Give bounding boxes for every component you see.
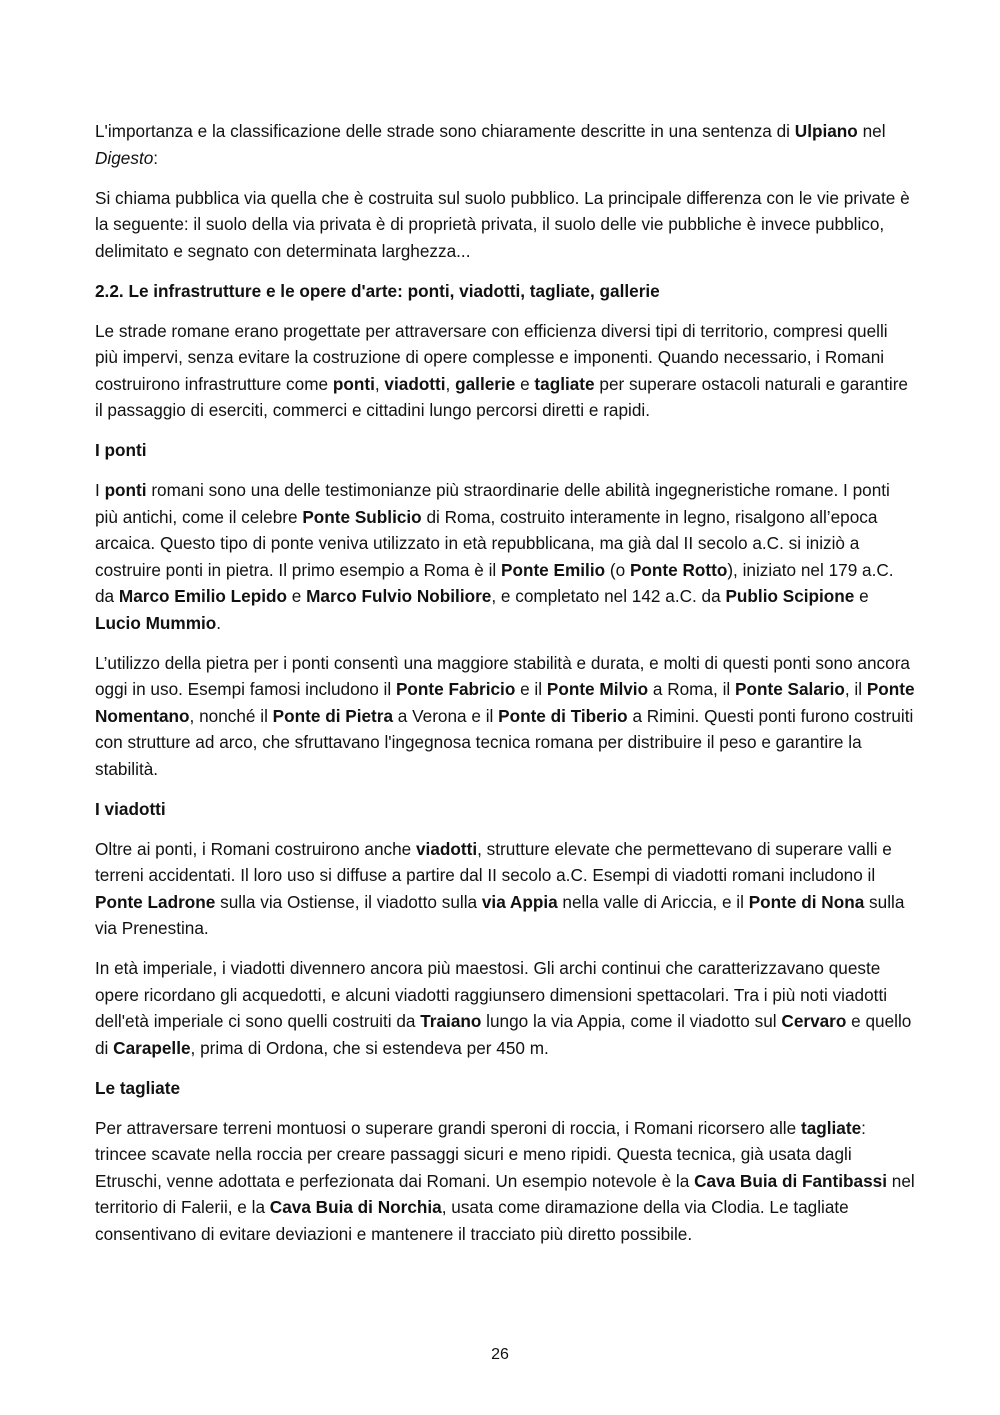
text-run: Oltre ai ponti, i Romani costruirono anche: [95, 838, 416, 859]
text-run: e: [854, 586, 869, 606]
text-run: e: [515, 373, 535, 394]
subheading-ponti: I ponti: [95, 440, 147, 460]
paragraph-viadotti-1: [95, 836, 915, 942]
paragraph-intro-1: [95, 118, 915, 171]
text-run: di Roma, costruito interamente in legno, risalgono all’epoca arcaica. Questo tipo di ponte veniva utilizzato in età repubblicana, ma già dal II secolo a.C. si iniziò a costruire ponti in pietra. Il primo esempio a Roma è il: [95, 506, 878, 580]
text-run: (o: [605, 559, 630, 580]
paragraph-ponti-1: [95, 477, 915, 636]
text-run: , prima di Ordona, che si estendeva per 450 m.: [190, 1037, 549, 1058]
text-run: , il: [844, 679, 867, 699]
bold-term: via Appia: [481, 891, 558, 912]
text-run: Le strade romane erano progettate per attraversare con efficienza diversi tipi di territorio, compresi quelli più impervi, senza evitare la costruzione di opere complesse e imponenti. Quando necessario, i Romani costruirono infrastrutture come: [95, 320, 888, 394]
text-run: romani sono una delle testimonianze più straordinarie delle abilità ingegneristiche romane. I ponti più antichi, come il celebre: [95, 480, 890, 527]
text-run: a Rimini. Questi ponti furono costruiti con strutture ad arco, che sfruttavano l'ingegnosa tecnica romana per distribuire il peso e garantire la stabilità.: [95, 705, 914, 779]
text-run: ,: [374, 373, 385, 394]
bold-term: viadotti: [416, 838, 478, 859]
text-run: L’utilizzo della pietra per i ponti consentì una maggiore stabilità e durata, e molti di questi ponti sono ancora oggi in uso. Esempi famosi includono il: [95, 652, 910, 699]
paragraph-viadotti-2: [95, 955, 915, 1061]
text-run: nel: [857, 121, 886, 141]
paragraph-tagliate-1: [95, 1115, 915, 1248]
page-number: 26: [491, 1346, 509, 1363]
paragraph-section-1: [95, 318, 915, 424]
bold-term: Cava Buia di Norchia: [269, 1197, 442, 1217]
text-run: .: [216, 612, 222, 633]
text-run: sulla via Ostiense, il viadotto sulla: [215, 891, 482, 912]
bold-term: Ponte di Tiberio: [498, 705, 628, 726]
text-run: e il: [515, 679, 547, 699]
text-run: : trincee scavate nella roccia per creare passaggi sicuri e meno ripidi. Questa tecnica, già usata dagli Etruschi, venne adottata e perfezionata dai Romani. Un esempio notevole è la: [95, 1117, 866, 1191]
subheading-viadotti: I viadotti: [95, 798, 166, 819]
bold-term: Marco Emilio Lepido: [118, 586, 287, 606]
text-run: , nonché il: [189, 705, 273, 726]
text-run: sulla via Prenestina.: [95, 891, 905, 938]
text-run: nel territorio di Falerii, e la: [95, 1170, 915, 1217]
bold-term: gallerie: [455, 373, 516, 394]
bold-term: Ponte Ladrone: [95, 891, 216, 912]
section-heading: 2.2. Le infrastrutture e le opere d'arte: ponti, viadotti, tagliate, gallerie: [95, 280, 660, 301]
text-run: e quello di: [95, 1011, 912, 1058]
bold-term: tagliate: [534, 373, 595, 394]
text-run: I: [95, 480, 105, 500]
text-run: lungo la via Appia, come il viadotto sul: [481, 1011, 782, 1031]
text-run: In età imperiale, i viadotti divennero ancora più maestosi. Gli archi continui che caratterizzavano queste opere ricordano gli acquedotti, e alcuni viadotti raggiunsero dimensioni spettacolari. Tra i più noti viadotti dell'età imperiale ci sono quelli costruiti da: [95, 958, 888, 1031]
bold-term: Lucio Mummio: [95, 612, 217, 633]
text-run: per superare ostacoli naturali e garantire il passaggio di eserciti, commerci e cittadini lungo percorsi diretti e rapidi.: [95, 373, 908, 420]
paragraph-intro-quote: Si chiama pubblica via quella che è costruita sul suolo pubblico. La principale differenza con le vie private è la seguente: il suolo della via privata è di proprietà privata, il suolo delle vie pubbliche è invece pubblico, delimitato e segnato con determinata larghezza...: [95, 187, 910, 261]
bold-term: Ponte Milvio: [546, 679, 649, 699]
bold-term: Marco Fulvio Nobiliore: [306, 586, 492, 606]
bold-term: Cervaro: [781, 1011, 847, 1031]
bold-term: Carapelle: [113, 1037, 191, 1058]
italic-term: Digesto: [95, 147, 154, 168]
text-run: nella valle di Ariccia, e il: [557, 891, 749, 912]
bold-term: Ulpiano: [794, 121, 858, 141]
bold-term: Ponte Salario: [735, 679, 845, 699]
text-run: Per attraversare terreni montuosi o superare grandi speroni di roccia, i Romani ricorsero alle: [95, 1117, 801, 1138]
bold-term: Ponte Fabricio: [395, 679, 516, 699]
bold-term: Ponte Nomentano: [95, 679, 915, 726]
text-run: L'importanza e la classificazione delle strade sono chiaramente descritte in una sentenza di: [95, 121, 795, 141]
bold-term: viadotti: [384, 373, 446, 394]
text-run: a Verona e il: [393, 705, 499, 726]
bold-term: Ponte Sublicio: [302, 506, 422, 527]
text-run: :: [153, 147, 159, 168]
bold-term: Ponte di Nona: [748, 891, 865, 912]
text-run: e: [286, 586, 307, 606]
bold-term: Ponte Emilio: [501, 559, 606, 580]
bold-term: Ponte Rotto: [629, 559, 728, 580]
bold-term: ponti: [104, 480, 147, 500]
document-page: [95, 118, 915, 1261]
text-run: , e completato nel 142 a.C. da: [491, 586, 726, 606]
paragraph-ponti-2: [95, 650, 915, 783]
subheading-tagliate: Le tagliate: [95, 1077, 181, 1098]
bold-term: ponti: [332, 373, 375, 394]
text-run: a Roma, il: [648, 679, 736, 699]
bold-term: Traiano: [420, 1011, 482, 1031]
text-run: ), iniziato nel 179 a.C. da: [95, 559, 894, 606]
bold-term: Ponte di Pietra: [272, 705, 394, 726]
bold-term: Cava Buia di Fantibassi: [694, 1170, 888, 1191]
text-run: ,: [445, 373, 456, 394]
text-run: , strutture elevate che permettevano di superare valli e terreni accidentati. Il loro uso si diffuse a partire dal II secolo a.C. Esempi di viadotti romani includono il: [95, 838, 892, 885]
bold-term: tagliate: [800, 1117, 862, 1138]
bold-term: Publio Scipione: [725, 586, 855, 606]
text-run: , usata come diramazione della via Clodia. Le tagliate consentivano di evitare deviazioni e mantenere il tracciato più diretto possibile.: [95, 1197, 849, 1244]
